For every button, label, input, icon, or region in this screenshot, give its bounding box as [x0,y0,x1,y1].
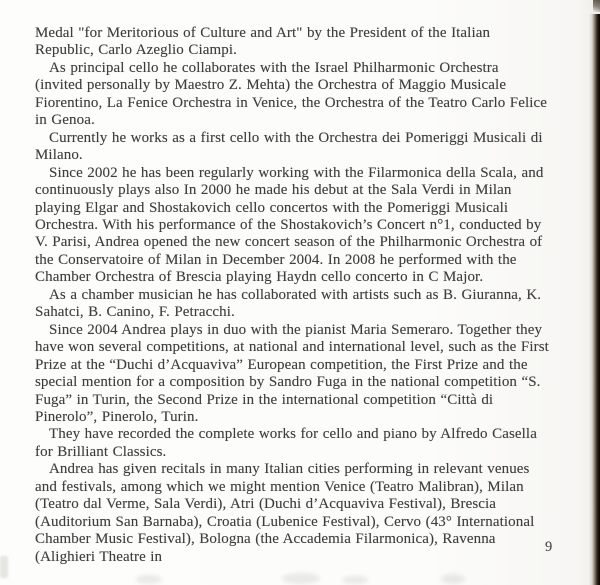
scan-smudge [0,556,8,578]
scan-corner-mark [593,0,600,12]
page-number: 9 [545,539,553,555]
scan-smudge [136,575,162,584]
paragraph: As principal cello he collaborates with the Israel Philharmonic Orchestra (invited personally by Maestro Z. Mehta) the Orchestra of Maggio Musicale Fiorentino, La Fenice Orchestra in Venice, the Orchestra of the Teatro Carlo Felice in Genoa. [35,59,548,129]
page-edge-shadow [589,14,600,585]
scan-smudge [441,574,465,584]
paragraph: Since 2004 Andrea plays in duo with the pianist Maria Semeraro. Together they have won several competitions, at national and international level, such as the First Prize at the “Duchi d’Acquaviva” European competition, the First Prize and the special mention for a composition by Sandro Fuga in the national competition “S. Fuga” in Turin, the Second Prize in the international competition “Città di Pinerolo”, Pinerolo, Turin. [35,321,549,425]
paragraph: As a chamber musician he has collaborated with artists such as B. Giuranna, K. Sahatci, B. Canino, F. Petracchi. [35,286,542,321]
paragraph: Andrea has given recitals in many Italian cities performing in relevant venues and festivals, among which we might mention Venice (Teatro Malibran), Milan (Teatro dal Verme, Sala Verdi), Atri (Duchi d’Acquaviva Festival), Brescia (Auditorium San Barnaba), Croatia (Lubenice Festival), Cervo (43° International Chamber Music Festival), Bologna (the Accademia Filarmonica), Ravenna (Alighieri Theatre in [35,461,535,565]
scan-smudge [282,573,320,584]
paragraph: Medal "for Meritorious of Culture and Art" by the President of the Italian Republic, Carlo Azeglio Ciampi. [35,25,491,59]
paragraph: They have recorded the complete works for cello and piano by Alfredo Casella for Brilliant Classics. [35,426,537,460]
scan-smudge [342,576,368,584]
paragraph: Currently he works as a first cello with the Orchestra dei Pomeriggi Musicali di Milano. [35,129,543,164]
biography-text [35,25,549,566]
paragraph: Since 2002 he has been regularly working with the Filarmonica della Scala, and continuously plays also In 2000 he made his debut at the Sala Verdi in Milan playing Elgar and Shostakovich cello concertos with the Pomeriggi Musicali Orchestra. With his performance of the Shostakovich’s Concert n°1, conducted by V. Parisi, Andrea opened the new concert season of the Philharmonic Orchestra of the Conservatoire of Milan in December 2004. In 2008 he performed with the Chamber Orchestra of Brescia playing Haydn cello concerto in C Major. [35,164,544,286]
